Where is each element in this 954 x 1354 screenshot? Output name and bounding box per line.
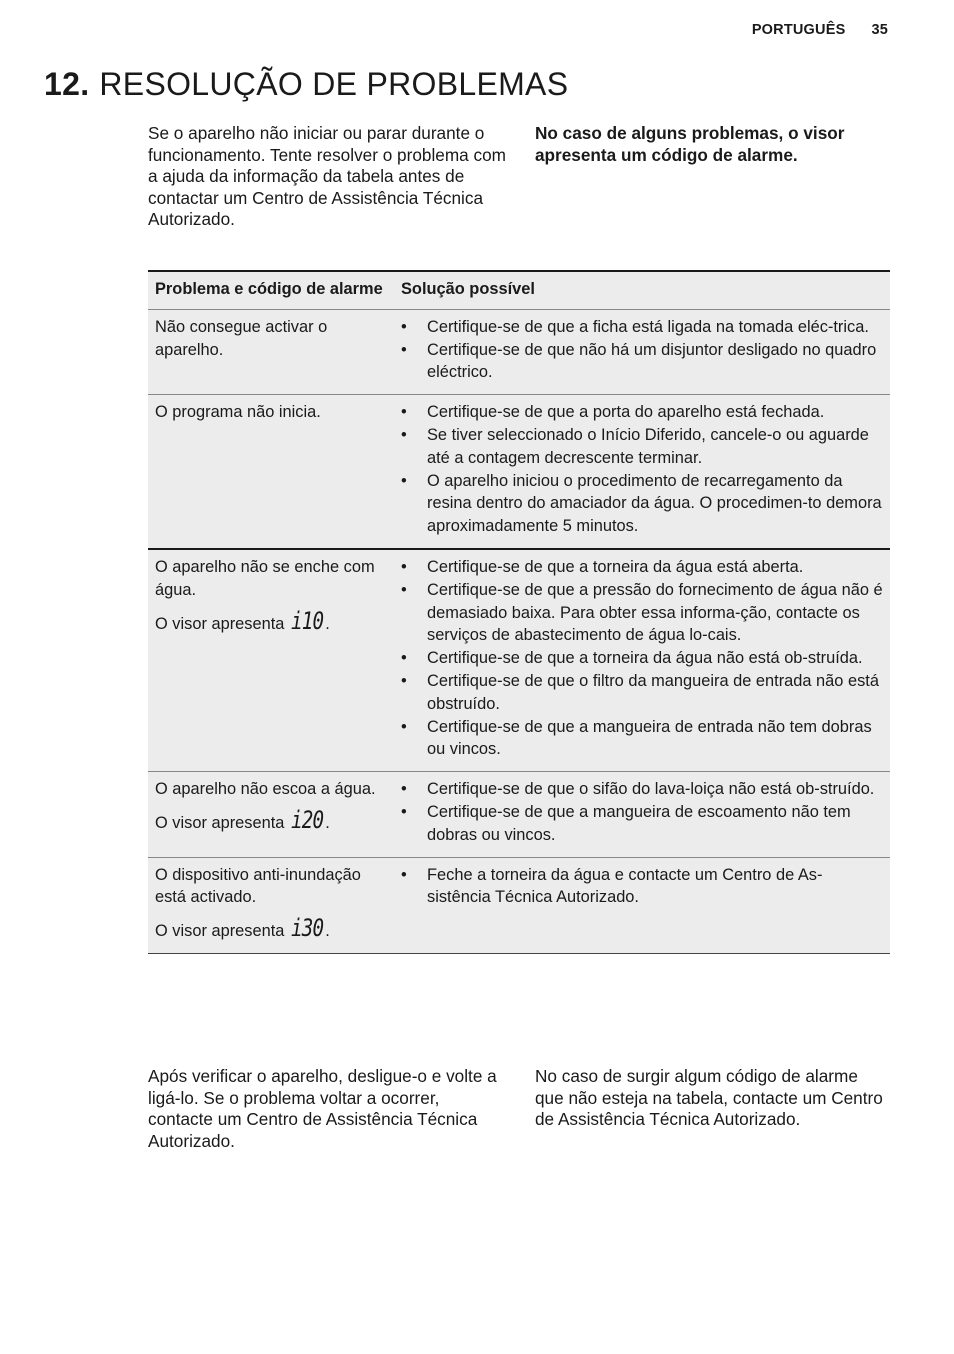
table-row — [148, 549, 890, 772]
solution-cell — [394, 395, 890, 549]
solution-cell — [394, 549, 890, 772]
solution-item: • Certifique-se de que a torneira da água está aberta. — [401, 556, 883, 579]
solution-cell — [394, 772, 890, 857]
section-title-text: RESOLUÇÃO DE PROBLEMAS — [99, 66, 569, 102]
solution-cell — [394, 309, 890, 394]
solution-item: • Certifique-se de que o sifão do lava-loiça não está ob-struído. — [401, 778, 883, 801]
problem-cell — [148, 857, 394, 953]
display-line: O visor apresenta i10 . — [155, 606, 330, 635]
solution-item: • Certifique-se de que a torneira da água não está ob-struída. — [401, 647, 883, 670]
solution-list — [401, 556, 883, 761]
problem-text: O dispositivo anti-inundação está activado. — [155, 865, 361, 907]
problem-text: O aparelho não se enche com água. — [155, 557, 375, 599]
solution-item: • Certifique-se de que o filtro da mangueira de entrada não está obstruído. — [401, 670, 883, 716]
display-prefix: O visor apresenta — [155, 813, 285, 832]
table-header-row — [148, 271, 890, 309]
solution-item: • O aparelho iniciou o procedimento de recarregamento da resina dentro do amaciador da água. O procedimen-to demora aproximadamente 5 minutos. — [401, 470, 883, 538]
language-label: PORTUGUÊS — [751, 22, 846, 38]
alarm-code: i10 — [290, 606, 324, 635]
solution-item: • Certifique-se de que a pressão do fornecimento de água não é demasiado baixa. Para obter essa informa-ção, contacte os serviços de abastecimento de água lo-cais. — [401, 579, 883, 647]
column-header-problem: Problema e código de alarme — [148, 271, 394, 309]
solution-item: • Se tiver seleccionado o Início Diferido, cancele-o ou aguarde até a contagem decrescente terminar. — [401, 424, 883, 470]
section-number: 12. — [44, 66, 90, 102]
section-title — [44, 66, 568, 103]
page-number: 35 — [871, 22, 888, 38]
troubleshooting-table — [148, 270, 890, 954]
intro-paragraph: Se o aparelho não iniciar ou parar durante o funcionamento. Tente resolver o problema com a ajuda da informação da tabela antes de contactar um Centro de Assistência Técnica Autorizado. — [148, 123, 506, 230]
display-line: O visor apresenta i20 . — [155, 805, 330, 834]
alarm-code: i30 — [290, 914, 324, 943]
solution-item: • Certifique-se de que a mangueira de entrada não tem dobras ou vincos. — [401, 716, 883, 762]
solution-list — [401, 864, 883, 910]
solution-list — [401, 401, 883, 538]
solution-item: • Certifique-se de que a ficha está ligada na tomada eléc-trica. — [401, 316, 883, 339]
problem-cell — [148, 772, 394, 857]
display-prefix: O visor apresenta — [155, 922, 285, 941]
problem-text: O aparelho não escoa a água. — [155, 780, 376, 799]
display-prefix: O visor apresenta — [155, 614, 285, 633]
solution-list — [401, 778, 883, 846]
table-row — [148, 309, 890, 394]
table-row — [148, 772, 890, 857]
problem-text: Não consegue activar o aparelho. — [155, 317, 328, 359]
solution-cell — [394, 857, 890, 953]
outro-paragraph-right: No caso de surgir algum código de alarme que não esteja na tabela, contacte um Centro de Assistência Técnica Autorizado. — [535, 1066, 883, 1130]
table-row — [148, 395, 890, 549]
column-header-solution: Solução possível — [394, 271, 890, 309]
problem-text: O programa não inicia. — [155, 403, 321, 422]
solution-item: • Certifique-se de que não há um disjuntor desligado no quadro eléctrico. — [401, 339, 883, 385]
problem-cell — [148, 395, 394, 549]
display-line: O visor apresenta i30 . — [155, 914, 330, 943]
problem-cell — [148, 309, 394, 394]
table-row — [148, 857, 890, 953]
alarm-code: i20 — [290, 805, 324, 834]
solution-list — [401, 316, 883, 384]
problem-cell — [148, 549, 394, 772]
solution-item: • Feche a torneira da água e contacte um Centro de As-sistência Técnica Autorizado. — [401, 864, 883, 910]
intro-note: No caso de alguns problemas, o visor apresenta um código de alarme. — [535, 123, 845, 165]
outro-paragraph-left: Após verificar o aparelho, desligue-o e volte a ligá-lo. Se o problema voltar a ocorrer, contacte um Centro de Assistência Técnica Autorizado. — [148, 1066, 497, 1151]
solution-item: • Certifique-se de que a mangueira de escoamento não tem dobras ou vincos. — [401, 801, 883, 847]
page-header — [752, 22, 888, 38]
solution-item: • Certifique-se de que a porta do aparelho está fechada. — [401, 401, 883, 424]
